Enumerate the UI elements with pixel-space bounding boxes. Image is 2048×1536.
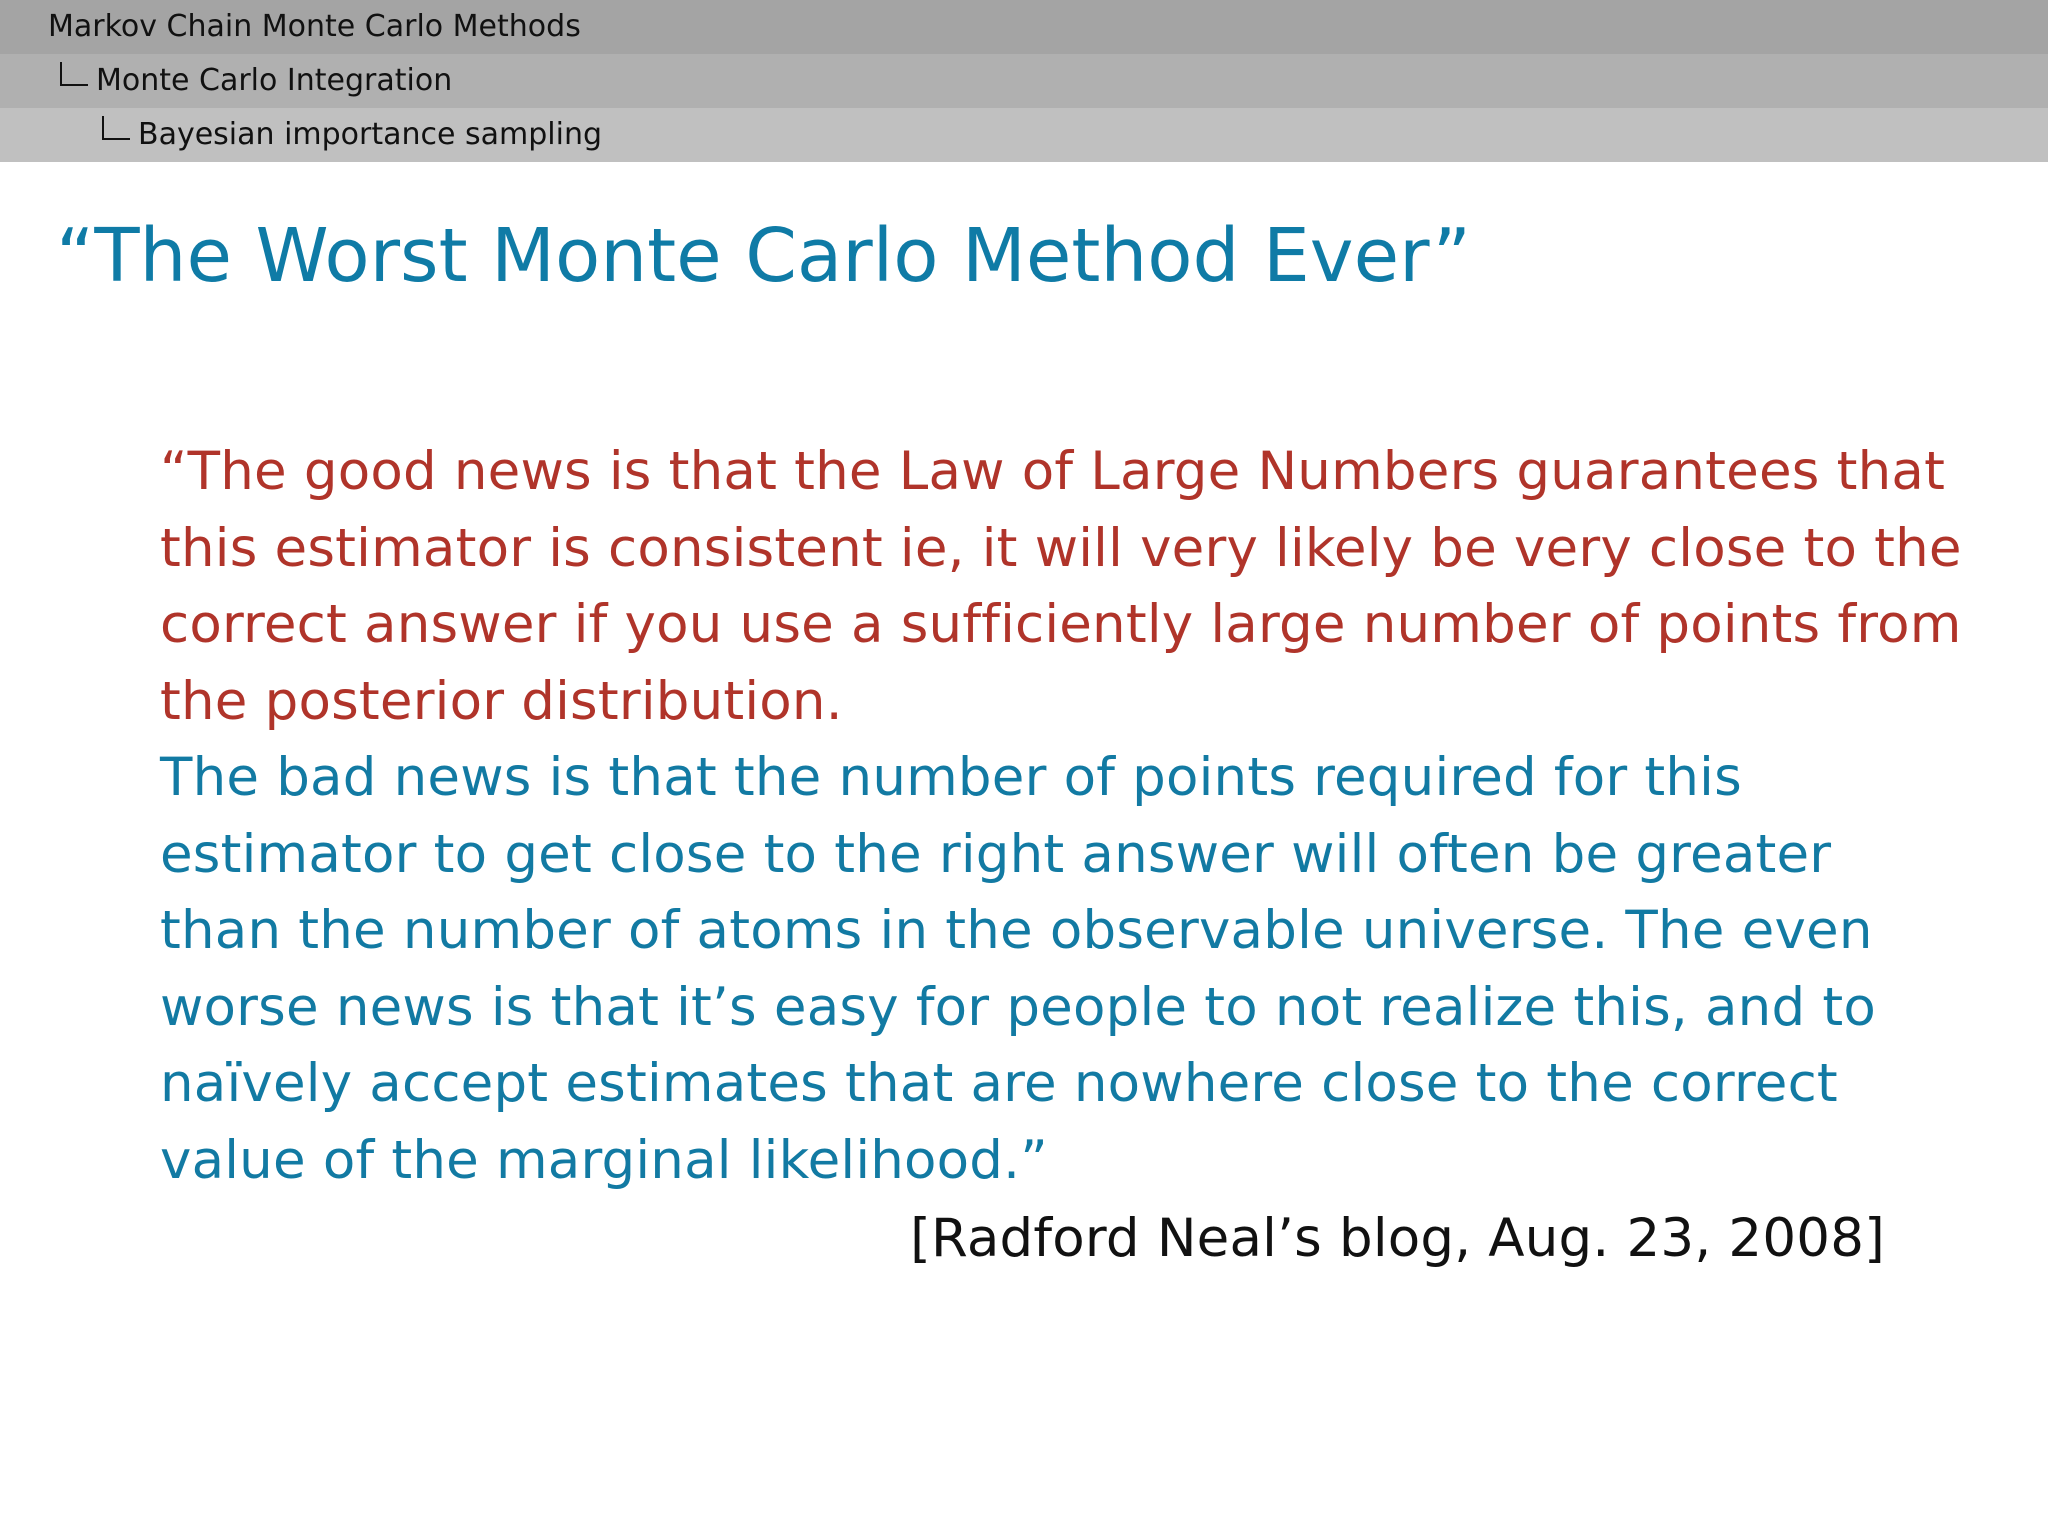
bad-news-line: estimator to get close to the right answer will often be greater xyxy=(160,823,1832,885)
quote-source: [Radford Neal’s blog, Aug. 23, 2008] xyxy=(910,1208,1885,1269)
breadcrumb-subsection-title: Monte Carlo Integration xyxy=(96,63,453,98)
breadcrumb-level-1 xyxy=(0,0,2048,54)
bad-news-line: than the number of atoms in the observable universe. The even xyxy=(160,900,1873,961)
bad-news-line: naïvely accept estimates that are nowhere close to the correct xyxy=(160,1053,1838,1114)
bad-news-line: worse news is that it’s easy for people to not realize this, and to xyxy=(160,976,1876,1038)
good-news-line: the posterior distribution. xyxy=(160,670,843,732)
frame-title: “The Worst Monte Carlo Method Ever” xyxy=(56,213,1471,299)
quote-block xyxy=(160,434,1962,1278)
breadcrumb-level-3 xyxy=(0,108,2048,162)
tree-branch-icon xyxy=(60,62,88,86)
breadcrumb-subsubsection-title: Bayesian importance sampling xyxy=(138,117,603,152)
good-news-line: this estimator is consistent ie, it will very likely be very close to the xyxy=(160,517,1962,579)
breadcrumb-level-2 xyxy=(0,54,2048,108)
good-news-line: “The good news is that the Law of Large Numbers guarantees that xyxy=(160,441,1946,502)
good-news-line: correct answer if you use a sufficiently large number of points from xyxy=(160,594,1962,655)
bad-news-line: value of the marginal likelihood.” xyxy=(160,1129,1048,1191)
tree-branch-icon xyxy=(102,116,130,140)
bad-news-line: The bad news is that the number of points required for this xyxy=(160,747,1742,808)
breadcrumb-section-title: Markov Chain Monte Carlo Methods xyxy=(48,9,581,44)
